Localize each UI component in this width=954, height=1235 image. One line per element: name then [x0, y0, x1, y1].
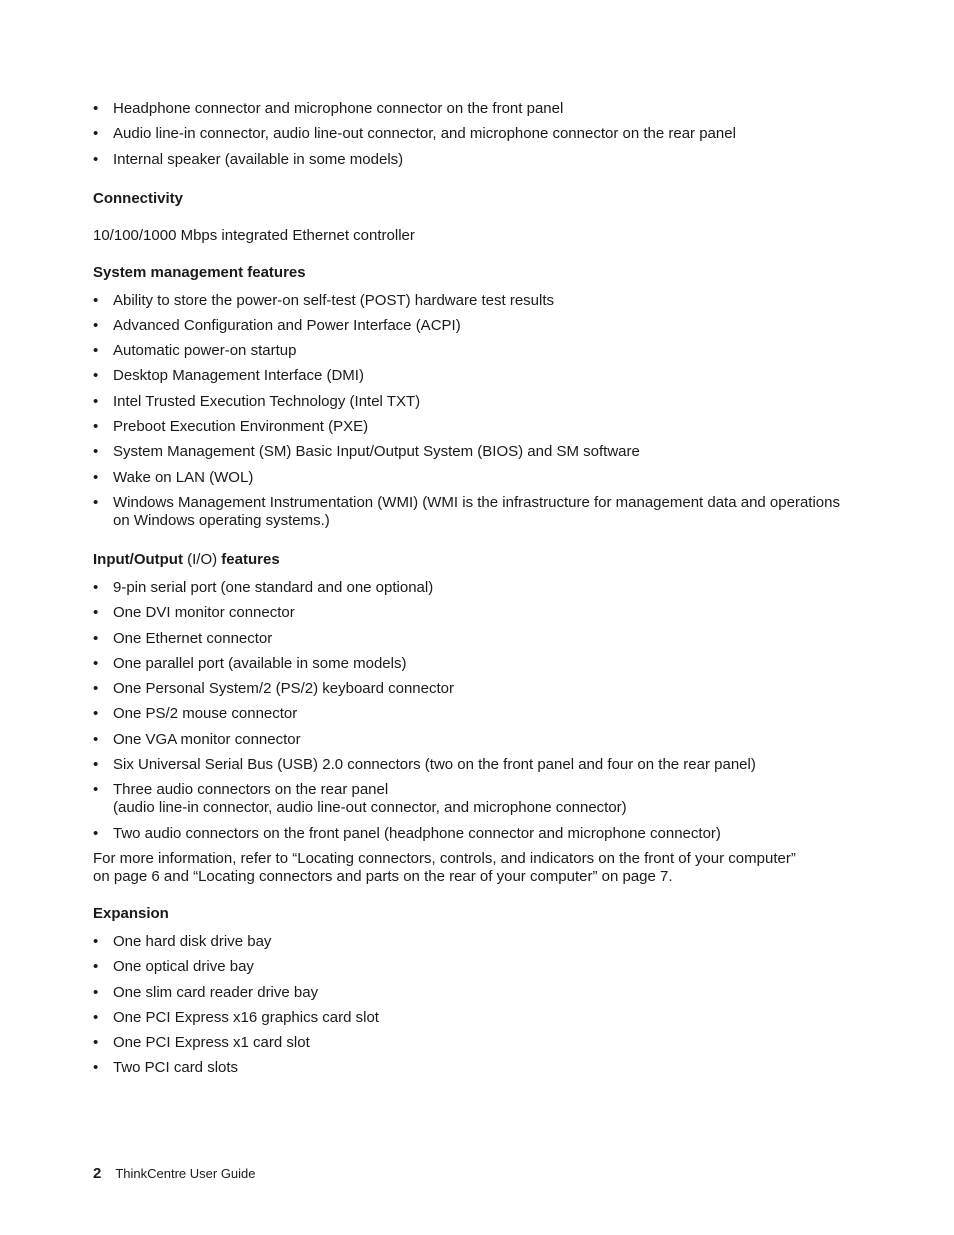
bullet: •: [93, 756, 99, 774]
bullet: •: [93, 629, 99, 647]
bullet: •: [93, 654, 99, 672]
bullet: •: [93, 418, 99, 436]
connectivity-text: 10/100/1000 Mbps integrated Ethernet controller: [93, 226, 415, 244]
list-item: • One DVI monitor connector: [93, 604, 295, 622]
io-features-list: [93, 579, 853, 843]
list-item: • 9-pin serial port (one standard and one optional): [93, 578, 434, 596]
list-item: • One VGA monitor connector: [93, 730, 301, 748]
io-features-heading: [93, 551, 853, 569]
bullet: •: [93, 932, 99, 950]
list-item: • Desktop Management Interface (DMI): [93, 367, 364, 385]
bullet: •: [93, 958, 99, 976]
bullet: •: [93, 824, 99, 842]
list-item: • Headphone connector and microphone connector on the front panel: [93, 100, 564, 117]
bullet: •: [93, 316, 99, 334]
io-heading-part-2: (I/O): [182, 550, 222, 568]
bullet: •: [93, 983, 99, 1001]
list-item: • Audio line-in connector, audio line-out connector, and microphone connector on the rear panel: [93, 125, 736, 143]
list-item: • Wake on LAN (WOL): [93, 468, 254, 486]
list-item: • Preboot Execution Environment (PXE): [93, 418, 369, 436]
bullet: •: [93, 705, 99, 723]
bullet: •: [93, 291, 99, 309]
list-item: • One PCI Express x16 graphics card slot: [93, 1008, 379, 1026]
bullet: •: [93, 1059, 99, 1077]
list-item: • One Personal System/2 (PS/2) keyboard connector: [93, 680, 455, 698]
list-item: • One PCI Express x1 card slot: [93, 1034, 310, 1052]
bullet: •: [93, 125, 99, 143]
bullet: •: [93, 578, 99, 596]
bullet: •: [93, 680, 99, 698]
list-item: • One Ethernet connector: [93, 629, 273, 647]
page-number: 2: [93, 1165, 102, 1182]
system-management-list: [93, 292, 853, 530]
bullet: •: [93, 730, 99, 748]
bullet: •: [93, 342, 99, 360]
audio-features-list: [93, 100, 853, 169]
expansion-heading: Expansion: [93, 904, 169, 922]
bullet: •: [93, 1034, 99, 1052]
list-item: • Two audio connectors on the front panel (headphone connector and microphone connector): [93, 824, 721, 842]
bullet: •: [93, 781, 99, 799]
document-title: ThinkCentre User Guide: [115, 1166, 256, 1181]
list-item: • One optical drive bay: [93, 958, 254, 976]
list-item: • Two PCI card slots: [93, 1059, 239, 1077]
bullet: •: [93, 443, 99, 461]
list-item: • One parallel port (available in some models): [93, 654, 407, 672]
bullet: •: [93, 1008, 99, 1026]
bullet: •: [93, 367, 99, 385]
list-item: • Three audio connectors on the rear panel (audio line-in connector, audio line-out connector, and microphone connector): [93, 781, 627, 817]
io-heading-part-1: Input/Output: [93, 550, 183, 568]
more-info-paragraph: For more information, refer to “Locating connectors, controls, and indicators on the front of your computer” on page 6 and “Locating connectors and parts on the rear of your computer” on page 7.: [93, 849, 796, 885]
list-item: • Intel Trusted Execution Technology (Intel TXT): [93, 392, 421, 410]
connectivity-heading: Connectivity: [93, 189, 184, 207]
page-content: [93, 100, 853, 1085]
bullet: •: [93, 493, 99, 511]
list-item: • Automatic power-on startup: [93, 342, 297, 360]
bullet: •: [93, 468, 99, 486]
list-item: • Ability to store the power-on self-test (POST) hardware test results: [93, 291, 554, 309]
bullet: •: [93, 100, 99, 117]
system-management-heading: System management features: [93, 263, 306, 281]
list-item: • One slim card reader drive bay: [93, 983, 319, 1001]
list-item: • Internal speaker (available in some models): [93, 150, 404, 168]
bullet: •: [93, 604, 99, 622]
list-item: • One PS/2 mouse connector: [93, 705, 298, 723]
list-item: • System Management (SM) Basic Input/Output System (BIOS) and SM software: [93, 443, 640, 461]
list-item: • Windows Management Instrumentation (WMI) (WMI is the infrastructure for management data and operations on Windows operating systems.): [93, 493, 840, 529]
expansion-list: [93, 933, 853, 1077]
bullet: •: [93, 392, 99, 410]
page-footer: [93, 1165, 256, 1183]
list-item: • Advanced Configuration and Power Interface (ACPI): [93, 316, 461, 334]
bullet: •: [93, 150, 99, 168]
list-item: • One hard disk drive bay: [93, 932, 272, 950]
list-item: • Six Universal Serial Bus (USB) 2.0 connectors (two on the front panel and four on the rear panel): [93, 756, 756, 774]
io-heading-part-3: features: [221, 550, 280, 568]
